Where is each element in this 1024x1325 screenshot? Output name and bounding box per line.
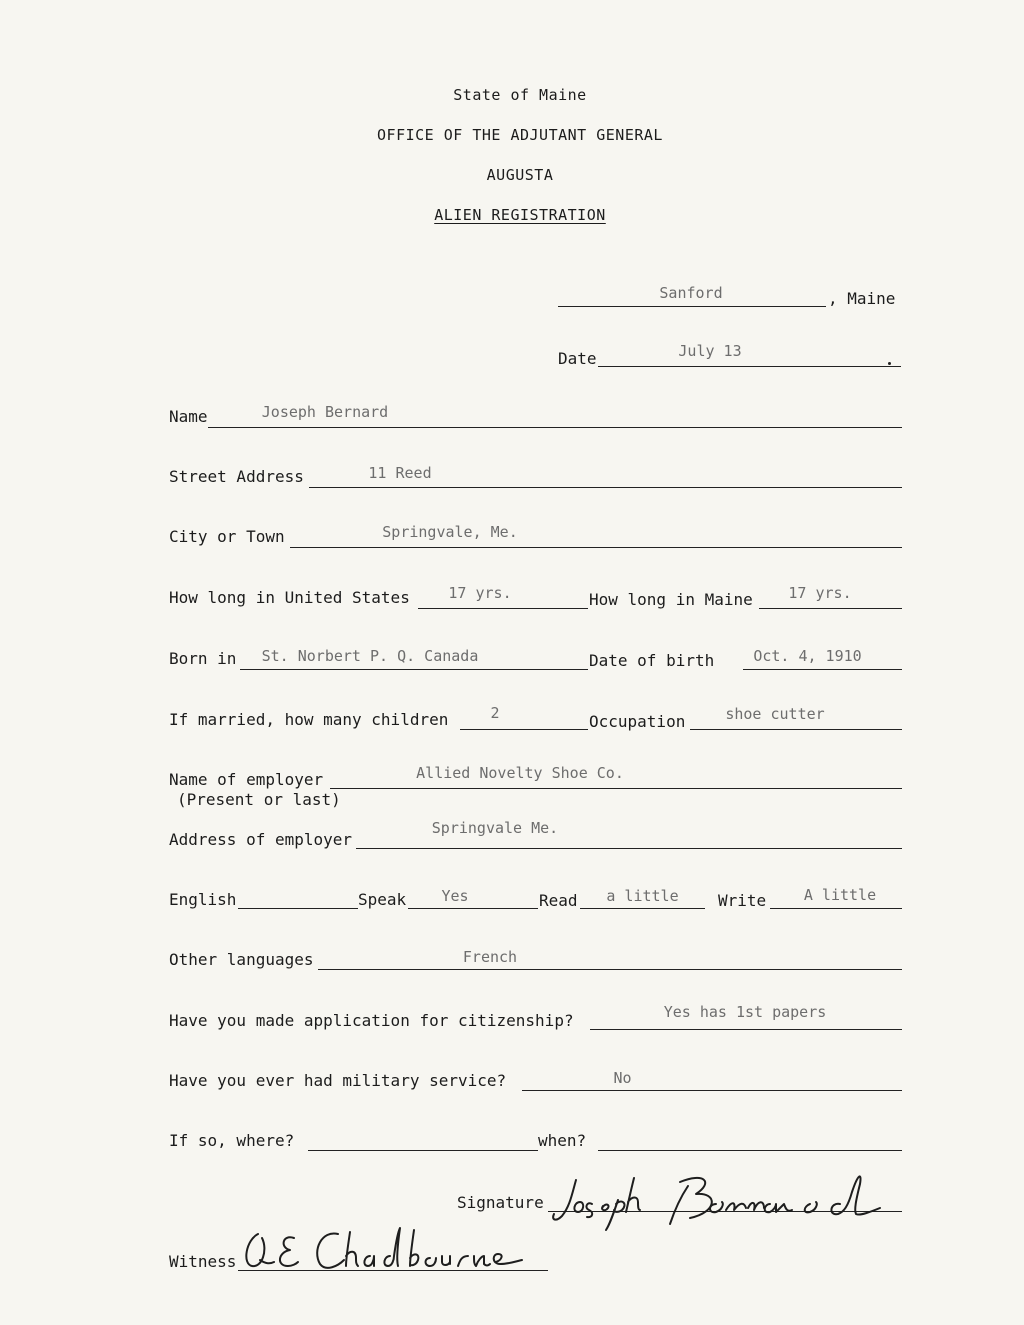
when-label: when? [538, 1131, 587, 1150]
employer-sublabel: (Present or last) [177, 790, 341, 809]
born-value: St. Norbert P. Q. Canada [261, 647, 479, 665]
military-label: Have you ever had military service? [169, 1071, 507, 1090]
occupation-label: Occupation [589, 712, 686, 731]
place-line [558, 306, 826, 307]
street-label: Street Address [169, 467, 304, 486]
date-period [888, 362, 891, 365]
occupation-line [690, 729, 902, 730]
children-value: 2 [490, 704, 500, 722]
children-label: If married, how many children [169, 710, 449, 729]
date-line [598, 366, 901, 367]
where-line [308, 1150, 538, 1151]
city-label: City or Town [169, 527, 285, 546]
city-heading: AUGUSTA [486, 166, 554, 184]
place-value: Sanford [659, 284, 723, 302]
military-line [522, 1090, 902, 1091]
employer-address-value: Springvale Me. [431, 819, 559, 837]
us-years-value: 17 yrs. [448, 584, 512, 602]
street-line [309, 487, 902, 488]
date-label: Date [558, 349, 597, 368]
name-line [208, 427, 902, 428]
dob-line [743, 669, 902, 670]
employer-line [330, 788, 902, 789]
born-label: Born in [169, 649, 237, 668]
write-label: Write [718, 891, 767, 910]
date-value: July 13 [678, 342, 742, 360]
city-value: Springvale, Me. [382, 523, 518, 541]
name-value: Joseph Bernard [261, 403, 389, 421]
us-years-label: How long in United States [169, 588, 410, 607]
english-line [238, 908, 358, 909]
dob-value: Oct. 4, 1910 [753, 647, 862, 665]
us-years-line [418, 608, 588, 609]
other-languages-value: French [462, 948, 518, 966]
city-line [290, 547, 902, 548]
read-label: Read [539, 891, 578, 910]
maine-years-value: 17 yrs. [788, 584, 852, 602]
other-languages-label: Other languages [169, 950, 314, 969]
maine-years-line [759, 608, 902, 609]
state-heading: State of Maine [453, 86, 587, 104]
read-line [580, 908, 705, 909]
maine-years-label: How long in Maine [589, 590, 753, 609]
read-value: a little [606, 887, 679, 905]
citizenship-label: Have you made application for citizenship? [169, 1011, 574, 1030]
speak-value: Yes [441, 887, 469, 905]
born-line [240, 669, 588, 670]
employer-label: Name of employer [169, 770, 324, 789]
signature-image [548, 1160, 898, 1232]
write-line [770, 908, 902, 909]
street-value: 11 Reed [368, 464, 432, 482]
witness-signature-image [238, 1220, 538, 1282]
citizenship-line [590, 1029, 902, 1030]
signature-label: Signature [457, 1193, 544, 1212]
english-label: English [169, 890, 237, 909]
place-suffix: , Maine [828, 289, 896, 308]
witness-label: Witness [169, 1252, 237, 1271]
dob-label: Date of birth [589, 651, 715, 670]
other-languages-line [318, 969, 902, 970]
write-value: A little [803, 886, 877, 904]
citizenship-value: Yes has 1st papers [663, 1003, 827, 1021]
employer-address-line [356, 848, 902, 849]
military-value: No [613, 1069, 632, 1087]
form-title: ALIEN REGISTRATION [434, 206, 606, 224]
office-heading: OFFICE OF THE ADJUTANT GENERAL [377, 126, 663, 144]
children-line [460, 729, 588, 730]
speak-label: Speak [358, 890, 407, 909]
occupation-value: shoe cutter [725, 705, 825, 723]
when-line [598, 1150, 902, 1151]
employer-address-label: Address of employer [169, 830, 353, 849]
speak-line [408, 908, 538, 909]
where-label: If so, where? [169, 1131, 295, 1150]
employer-value: Allied Novelty Shoe Co. [416, 764, 624, 782]
name-label: Name [169, 407, 208, 426]
